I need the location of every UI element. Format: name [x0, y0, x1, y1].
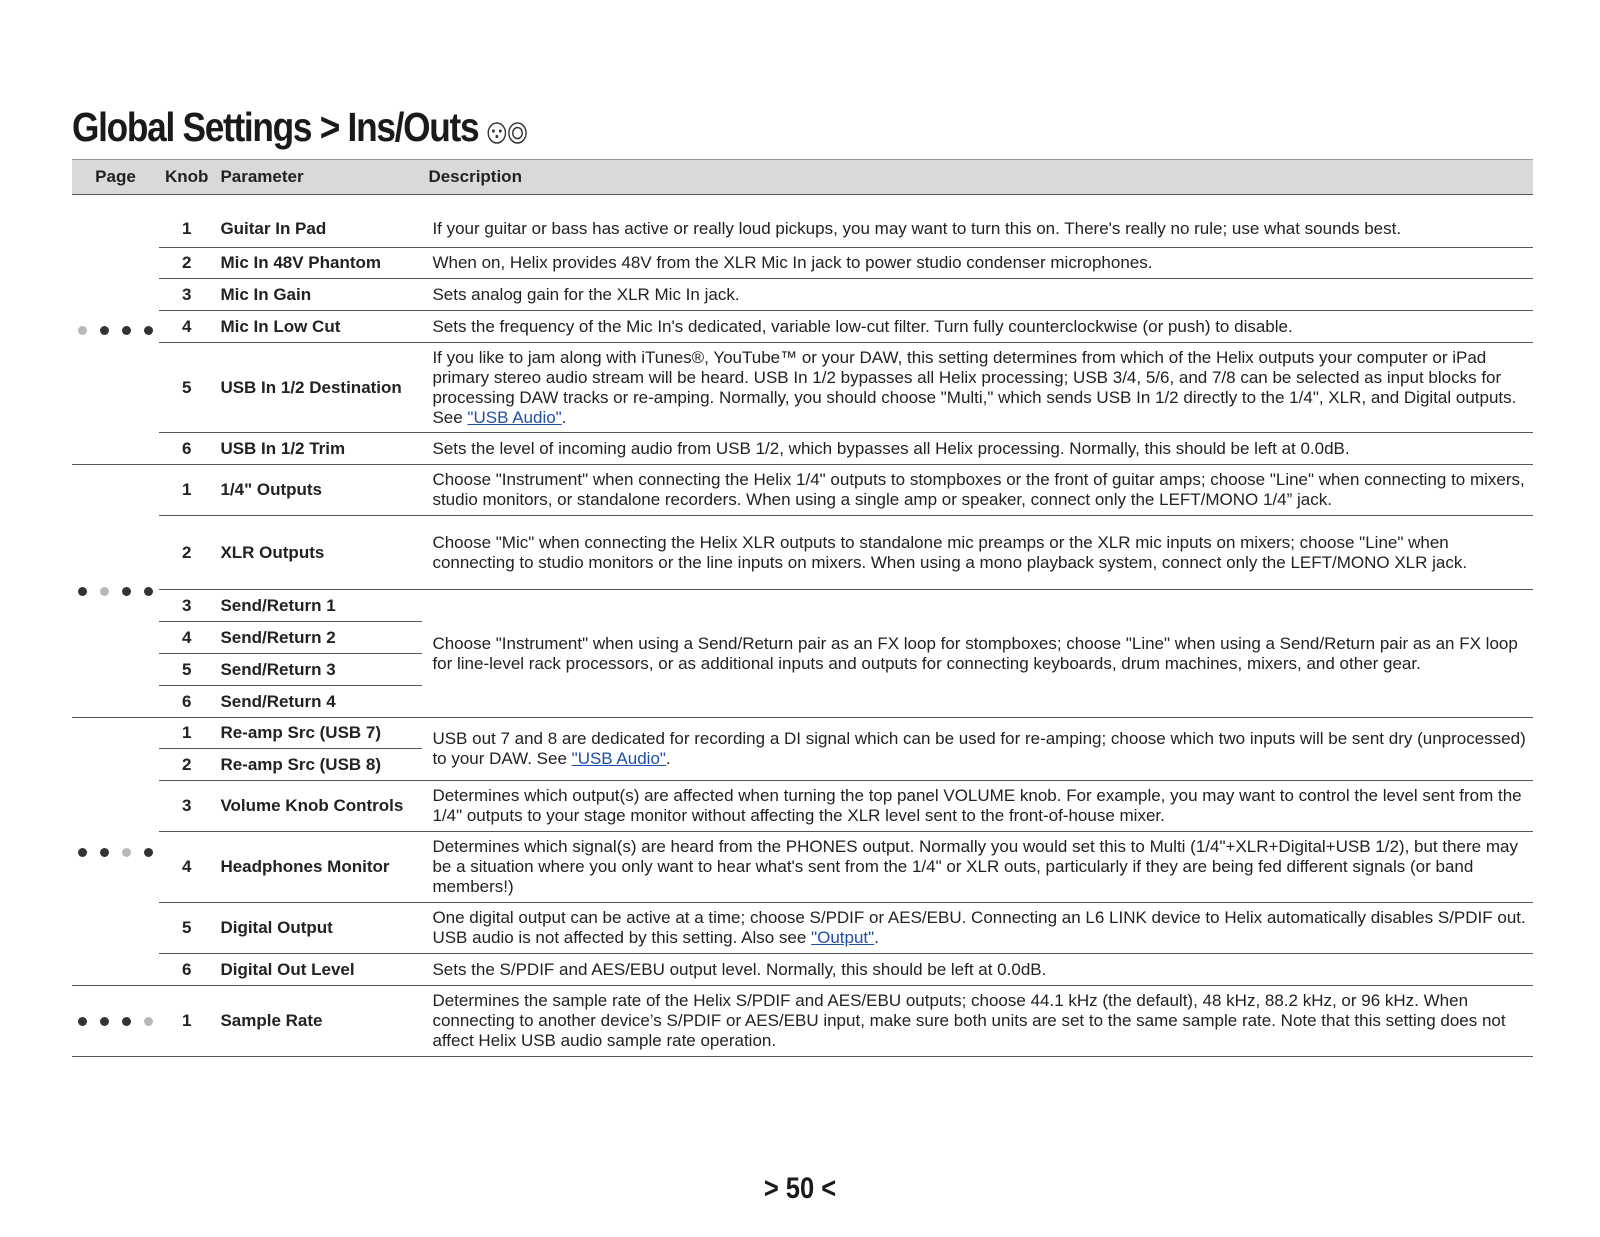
page-title	[72, 104, 528, 154]
table-row	[72, 195, 1533, 248]
knob-number: 6	[159, 433, 214, 465]
parameter-description: Determines which output(s) are affected when turning the top panel VOLUME knob. For example, you may want to control the level sent from the 1/4" outputs to your stage monitor without affecting the XLR level sent to the front-of-house mixer.	[422, 781, 1533, 832]
knob-number: 3	[159, 781, 214, 832]
page-dot-active	[100, 326, 109, 335]
parameter-name: Digital Output	[214, 903, 422, 954]
page-dot-active	[144, 326, 153, 335]
page-dot-inactive	[100, 587, 109, 596]
header-knob: Knob	[159, 160, 214, 195]
page-dot-active	[78, 587, 87, 596]
table-row	[72, 279, 1533, 311]
page-dot-active	[122, 326, 131, 335]
description-tail: .	[665, 749, 671, 768]
knob-number: 5	[159, 343, 214, 433]
knob-number: 4	[159, 832, 214, 903]
page-number: > 50 <	[763, 1172, 837, 1205]
page-dot-inactive	[78, 326, 87, 335]
description-text: USB out 7 and 8 are dedicated for recording a DI signal which can be used for re-amping; choose which two inputs will be sent dry (unprocessed) to your DAW. See	[432, 729, 1526, 768]
page-dots	[78, 326, 153, 335]
parameter-name: Re-amp Src (USB 7)	[214, 718, 422, 749]
parameter-description: Sets the S/PDIF and AES/EBU output level. Normally, this should be left at 0.0dB.	[422, 954, 1533, 986]
parameter-name: Send/Return 3	[214, 654, 422, 686]
knob-number: 2	[159, 516, 214, 590]
send-return-description: Choose "Instrument" when using a Send/Return pair as an FX loop for stompboxes; choose "Line" when using a Send/Return pair as an FX loop for line-level rack processors, or as additional inputs and outputs for connecting keyboards, drum machines, mixers, and other gear.	[422, 590, 1533, 718]
page-dot-active	[122, 1017, 131, 1026]
parameter-name: Send/Return 1	[214, 590, 422, 622]
parameter-name: Volume Knob Controls	[214, 781, 422, 832]
page-dot-inactive	[122, 848, 131, 857]
parameter-description: When on, Helix provides 48V from the XLR Mic In jack to power studio condenser microphones.	[422, 248, 1533, 279]
usb-audio-link[interactable]: "USB Audio"	[467, 407, 562, 427]
page-dot-active	[122, 587, 131, 596]
reamp-description	[422, 718, 1533, 781]
knob-number: 4	[159, 311, 214, 343]
page-dots	[78, 848, 153, 857]
knob-number: 1	[159, 986, 214, 1057]
table-row	[72, 516, 1533, 590]
table-row	[72, 832, 1533, 903]
knob-number: 1	[159, 718, 214, 749]
table-row	[72, 903, 1533, 954]
parameter-name: Guitar In Pad	[214, 195, 422, 248]
page-dots	[78, 587, 153, 596]
parameter-description: Choose "Mic" when connecting the Helix XLR outputs to standalone mic preamps or the XLR mic inputs on mixers; choose "Line" when connecting to studio monitors or the line inputs on mixers. When using a mono playback system, connect only the LEFT/MONO XLR jack.	[422, 516, 1533, 590]
preset-mode-icon	[508, 121, 529, 145]
knob-number: 6	[159, 954, 214, 986]
description-tail: .	[874, 928, 879, 947]
parameter-name: Send/Return 2	[214, 622, 422, 654]
description-text: If you like to jam along with iTunes®, YouTube™ or your DAW, this setting determines from which of the Helix outputs your computer or iPad primary stereo audio stream will be heard. USB In 1/2 bypasses all Helix processing; USB 3/4, 5/6, and 7/8 can be selected as input blocks for processing DAW tracks or re-amping. Normally, you should choose "Multi," which sends USB In 1/2 directly to the 1/4", XLR, and Digital outputs. See	[432, 347, 1517, 427]
header-page: Page	[72, 160, 159, 195]
page-dots	[78, 1017, 153, 1026]
parameter-name: Mic In 48V Phantom	[214, 248, 422, 279]
knob-number: 3	[159, 279, 214, 311]
knob-number: 4	[159, 622, 214, 654]
table-row	[72, 433, 1533, 465]
parameter-description: If your guitar or bass has active or really loud pickups, you may want to turn this on. There's really no rule; use what sounds best.	[422, 195, 1533, 248]
parameter-name: Mic In Low Cut	[214, 311, 422, 343]
knob-number: 2	[159, 749, 214, 781]
table-row	[72, 590, 1533, 622]
page-dot-active	[78, 848, 87, 857]
settings-table	[72, 159, 1533, 1057]
parameter-name: Mic In Gain	[214, 279, 422, 311]
description-tail: .	[561, 407, 567, 427]
page-indicator-3	[72, 718, 159, 986]
table-row	[72, 343, 1533, 433]
knob-number: 5	[159, 654, 214, 686]
page-dot-active	[144, 587, 153, 596]
usb-audio-link[interactable]: "USB Audio"	[571, 749, 666, 768]
knob-number: 5	[159, 903, 214, 954]
parameter-description: Choose "Instrument" when connecting the Helix 1/4" outputs to stompboxes or the front of guitar amps; choose "Line" when connecting to mixers, studio monitors, or standalone recorders. When using a single amp or speaker, connect only the LEFT/MONO 1/4” jack.	[422, 465, 1533, 516]
parameter-description	[422, 903, 1533, 954]
parameter-name: Headphones Monitor	[214, 832, 422, 903]
knob-number: 1	[159, 465, 214, 516]
parameter-name: Digital Out Level	[214, 954, 422, 986]
parameter-name: Re-amp Src (USB 8)	[214, 749, 422, 781]
parameter-name: XLR Outputs	[214, 516, 422, 590]
parameter-description: Sets the frequency of the Mic In's dedicated, variable low-cut filter. Turn fully counterclockwise (or push) to disable.	[422, 311, 1533, 343]
table-row	[72, 781, 1533, 832]
parameter-name: USB In 1/2 Destination	[214, 343, 422, 433]
table-row	[72, 248, 1533, 279]
page-indicator-2	[72, 465, 159, 718]
table-row	[72, 311, 1533, 343]
table-row	[72, 718, 1533, 749]
stomp-mode-icon	[487, 121, 508, 145]
page-dot-active	[100, 1017, 109, 1026]
table-row	[72, 954, 1533, 986]
parameter-description: Determines which signal(s) are heard from the PHONES output. Normally you would set this to Multi (1/4"+XLR+Digital+USB 1/2), but there may be a situation where you only want to hear what's sent from the 1/4" or XLR outs, particularly if they are being fed different signals (or band members!)	[422, 832, 1533, 903]
parameter-description: Sets analog gain for the XLR Mic In jack.	[422, 279, 1533, 311]
description-text: One digital output can be active at a time; choose S/PDIF or AES/EBU. Connecting an L6 LINK device to Helix automatically disables S/PDIF out. USB audio is not affected by this setting. Also see	[432, 908, 1526, 947]
table-row	[72, 465, 1533, 516]
parameter-description	[422, 343, 1533, 433]
table-row	[72, 986, 1533, 1057]
page-indicator-4	[72, 986, 159, 1057]
page-dot-active	[144, 848, 153, 857]
header-parameter: Parameter	[214, 160, 422, 195]
page-dot-active	[78, 1017, 87, 1026]
knob-number: 2	[159, 248, 214, 279]
parameter-name: USB In 1/2 Trim	[214, 433, 422, 465]
page-dot-inactive	[144, 1017, 153, 1026]
parameter-description: Sets the level of incoming audio from USB 1/2, which bypasses all Helix processing. Normally, this should be left at 0.0dB.	[422, 433, 1533, 465]
table-header-row	[72, 160, 1533, 195]
header-description: Description	[422, 160, 1533, 195]
knob-number: 1	[159, 195, 214, 248]
parameter-name: 1/4" Outputs	[214, 465, 422, 516]
knob-number: 3	[159, 590, 214, 622]
parameter-name: Sample Rate	[214, 986, 422, 1057]
knob-number: 6	[159, 686, 214, 718]
parameter-description: Determines the sample rate of the Helix S/PDIF and AES/EBU outputs; choose 44.1 kHz (the default), 48 kHz, 88.2 kHz, or 96 kHz. When connecting to another device’s S/PDIF or AES/EBU input, make sure both units are set to the same sample rate. Note that this setting does not affect Helix USB audio sample rate operation.	[422, 986, 1533, 1057]
page-indicator-1	[72, 195, 159, 465]
page-title-text: Global Settings > Ins/Outs	[72, 104, 479, 150]
output-link[interactable]: "Output"	[811, 928, 875, 947]
title-icons	[487, 107, 528, 154]
parameter-name: Send/Return 4	[214, 686, 422, 718]
page-dot-active	[100, 848, 109, 857]
